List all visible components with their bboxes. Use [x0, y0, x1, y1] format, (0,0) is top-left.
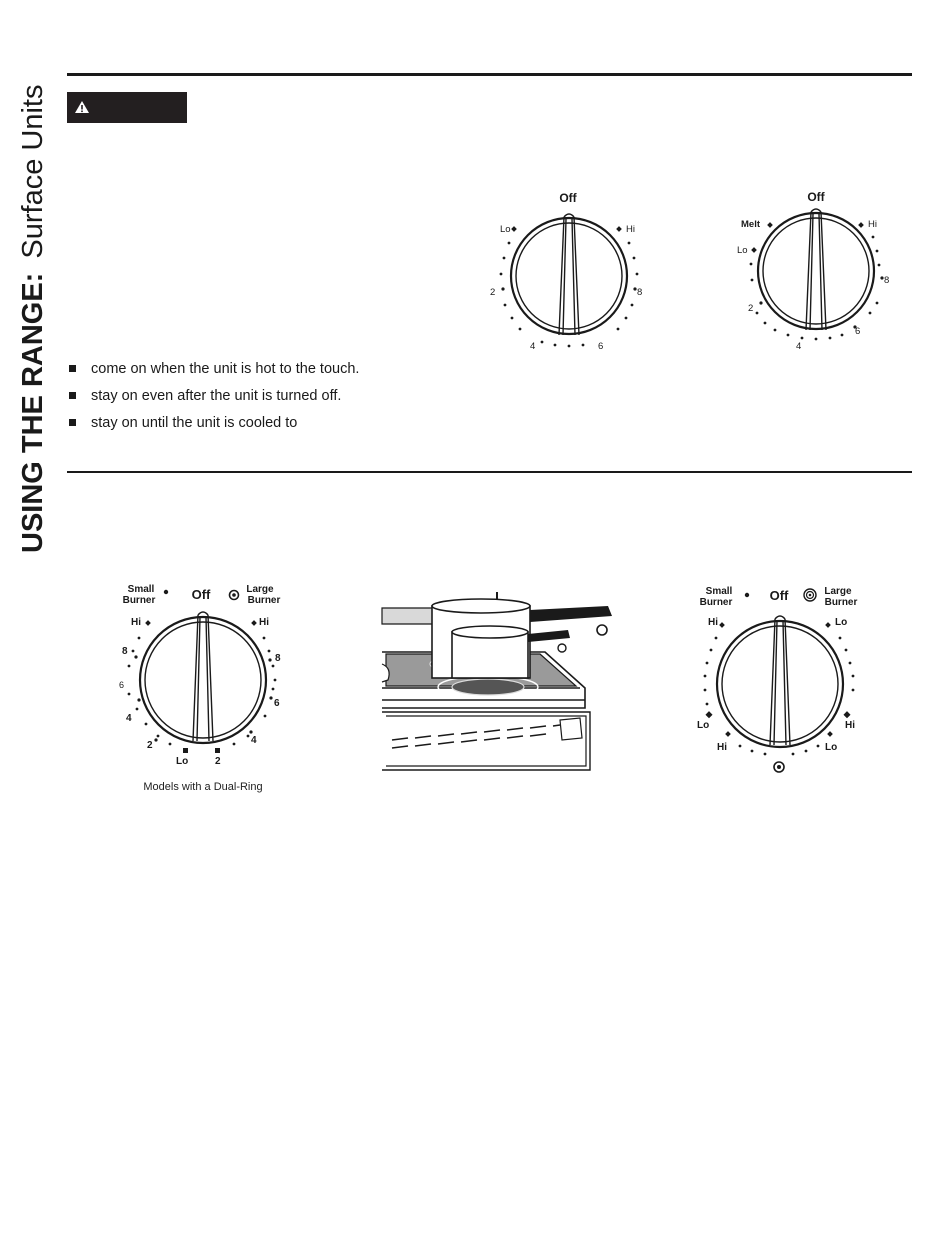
section-title — [6, 38, 50, 553]
dual-ring-knob-diagram — [110, 578, 300, 773]
dual-knob-4-left: 4 — [126, 713, 132, 724]
knob-off-label: Off — [559, 191, 577, 205]
section-title-bold: USING THE RANGE: — [17, 272, 49, 553]
knob-lo-label: Lo — [500, 224, 511, 235]
melt-knob-2-label: 2 — [748, 303, 754, 314]
knob-8-label: 8 — [637, 287, 643, 298]
dual-knob-2-hi-top: Hi — [708, 617, 718, 628]
warning-badge — [67, 92, 187, 123]
dual-knob-2-off-label: Off — [769, 588, 789, 603]
melt-knob-melt-label: Melt — [741, 219, 760, 230]
section-rule — [67, 471, 912, 473]
dual-knob-6-right: 6 — [274, 698, 280, 709]
indicator-light-list — [67, 360, 359, 441]
svg-text:Burner: Burner — [699, 597, 733, 608]
dual-knob-6-left: 6 — [119, 680, 125, 690]
dual-ring-knob-diagram-2 — [690, 580, 880, 780]
dual-knob-hi-left: Hi — [131, 617, 141, 628]
knob-4-label: 4 — [530, 341, 536, 352]
knob-6-label: 6 — [598, 341, 604, 352]
dual-knob-2-hi-right: Hi — [845, 720, 855, 731]
knob-2-label: 2 — [490, 287, 496, 298]
melt-knob-6-label: 6 — [855, 326, 861, 337]
warning-triangle-icon — [74, 100, 90, 114]
melt-knob-hi-label: Hi — [868, 219, 877, 230]
dual-knob-8-left: 8 — [122, 646, 128, 657]
top-rule — [67, 73, 912, 76]
svg-text:Burner: Burner — [247, 595, 281, 606]
dual-knob-2-lo-top: Lo — [835, 617, 848, 628]
list-item: come on when the unit is hot to the touch. — [67, 360, 359, 387]
bullet-square-icon — [69, 392, 76, 399]
large-burner-label: Large — [246, 584, 274, 595]
dual-knob-2-hi-left: Hi — [717, 742, 727, 753]
small-burner-label-2: Small — [705, 586, 733, 597]
dual-knob-off-label: Off — [191, 587, 211, 602]
melt-knob-lo-label: Lo — [737, 245, 748, 256]
knob-hi-label: Hi — [626, 224, 635, 235]
svg-text:Burner: Burner — [824, 597, 858, 608]
dual-knob-2-left: 2 — [147, 740, 153, 751]
section-title-light: Surface Units — [17, 84, 49, 259]
dual-ring-caption: Models with a Dual-Ring — [143, 781, 263, 793]
bullet-square-icon — [69, 419, 76, 426]
melt-knob-diagram — [730, 185, 910, 355]
svg-text:Burner: Burner — [122, 595, 156, 606]
dual-knob-4-right: 4 — [251, 735, 257, 746]
dual-knob-8-right: 8 — [275, 653, 281, 664]
melt-knob-4-label: 4 — [796, 341, 802, 352]
melt-knob-8-label: 8 — [884, 275, 890, 286]
melt-knob-off-label: Off — [807, 190, 825, 204]
small-burner-label: Small — [127, 584, 155, 595]
large-burner-label-2: Large — [824, 586, 852, 597]
list-item: stay on until the unit is cooled to — [67, 414, 359, 441]
standard-knob-diagram — [480, 185, 660, 355]
cooktop-pot-illustration — [380, 590, 615, 775]
dual-knob-2-lo-right: Lo — [825, 742, 838, 753]
dual-knob-hi-right: Hi — [259, 617, 269, 628]
dual-knob-2-lo-left: Lo — [697, 720, 710, 731]
dual-knob-lo-bottom: Lo — [176, 756, 189, 767]
svg-text:USING THE RANGE: Surface — [17, 85, 49, 553]
bullet-square-icon — [69, 365, 76, 372]
list-item: stay on even after the unit is turned off. — [67, 387, 359, 414]
dual-knob-2-bottom: 2 — [215, 756, 221, 767]
